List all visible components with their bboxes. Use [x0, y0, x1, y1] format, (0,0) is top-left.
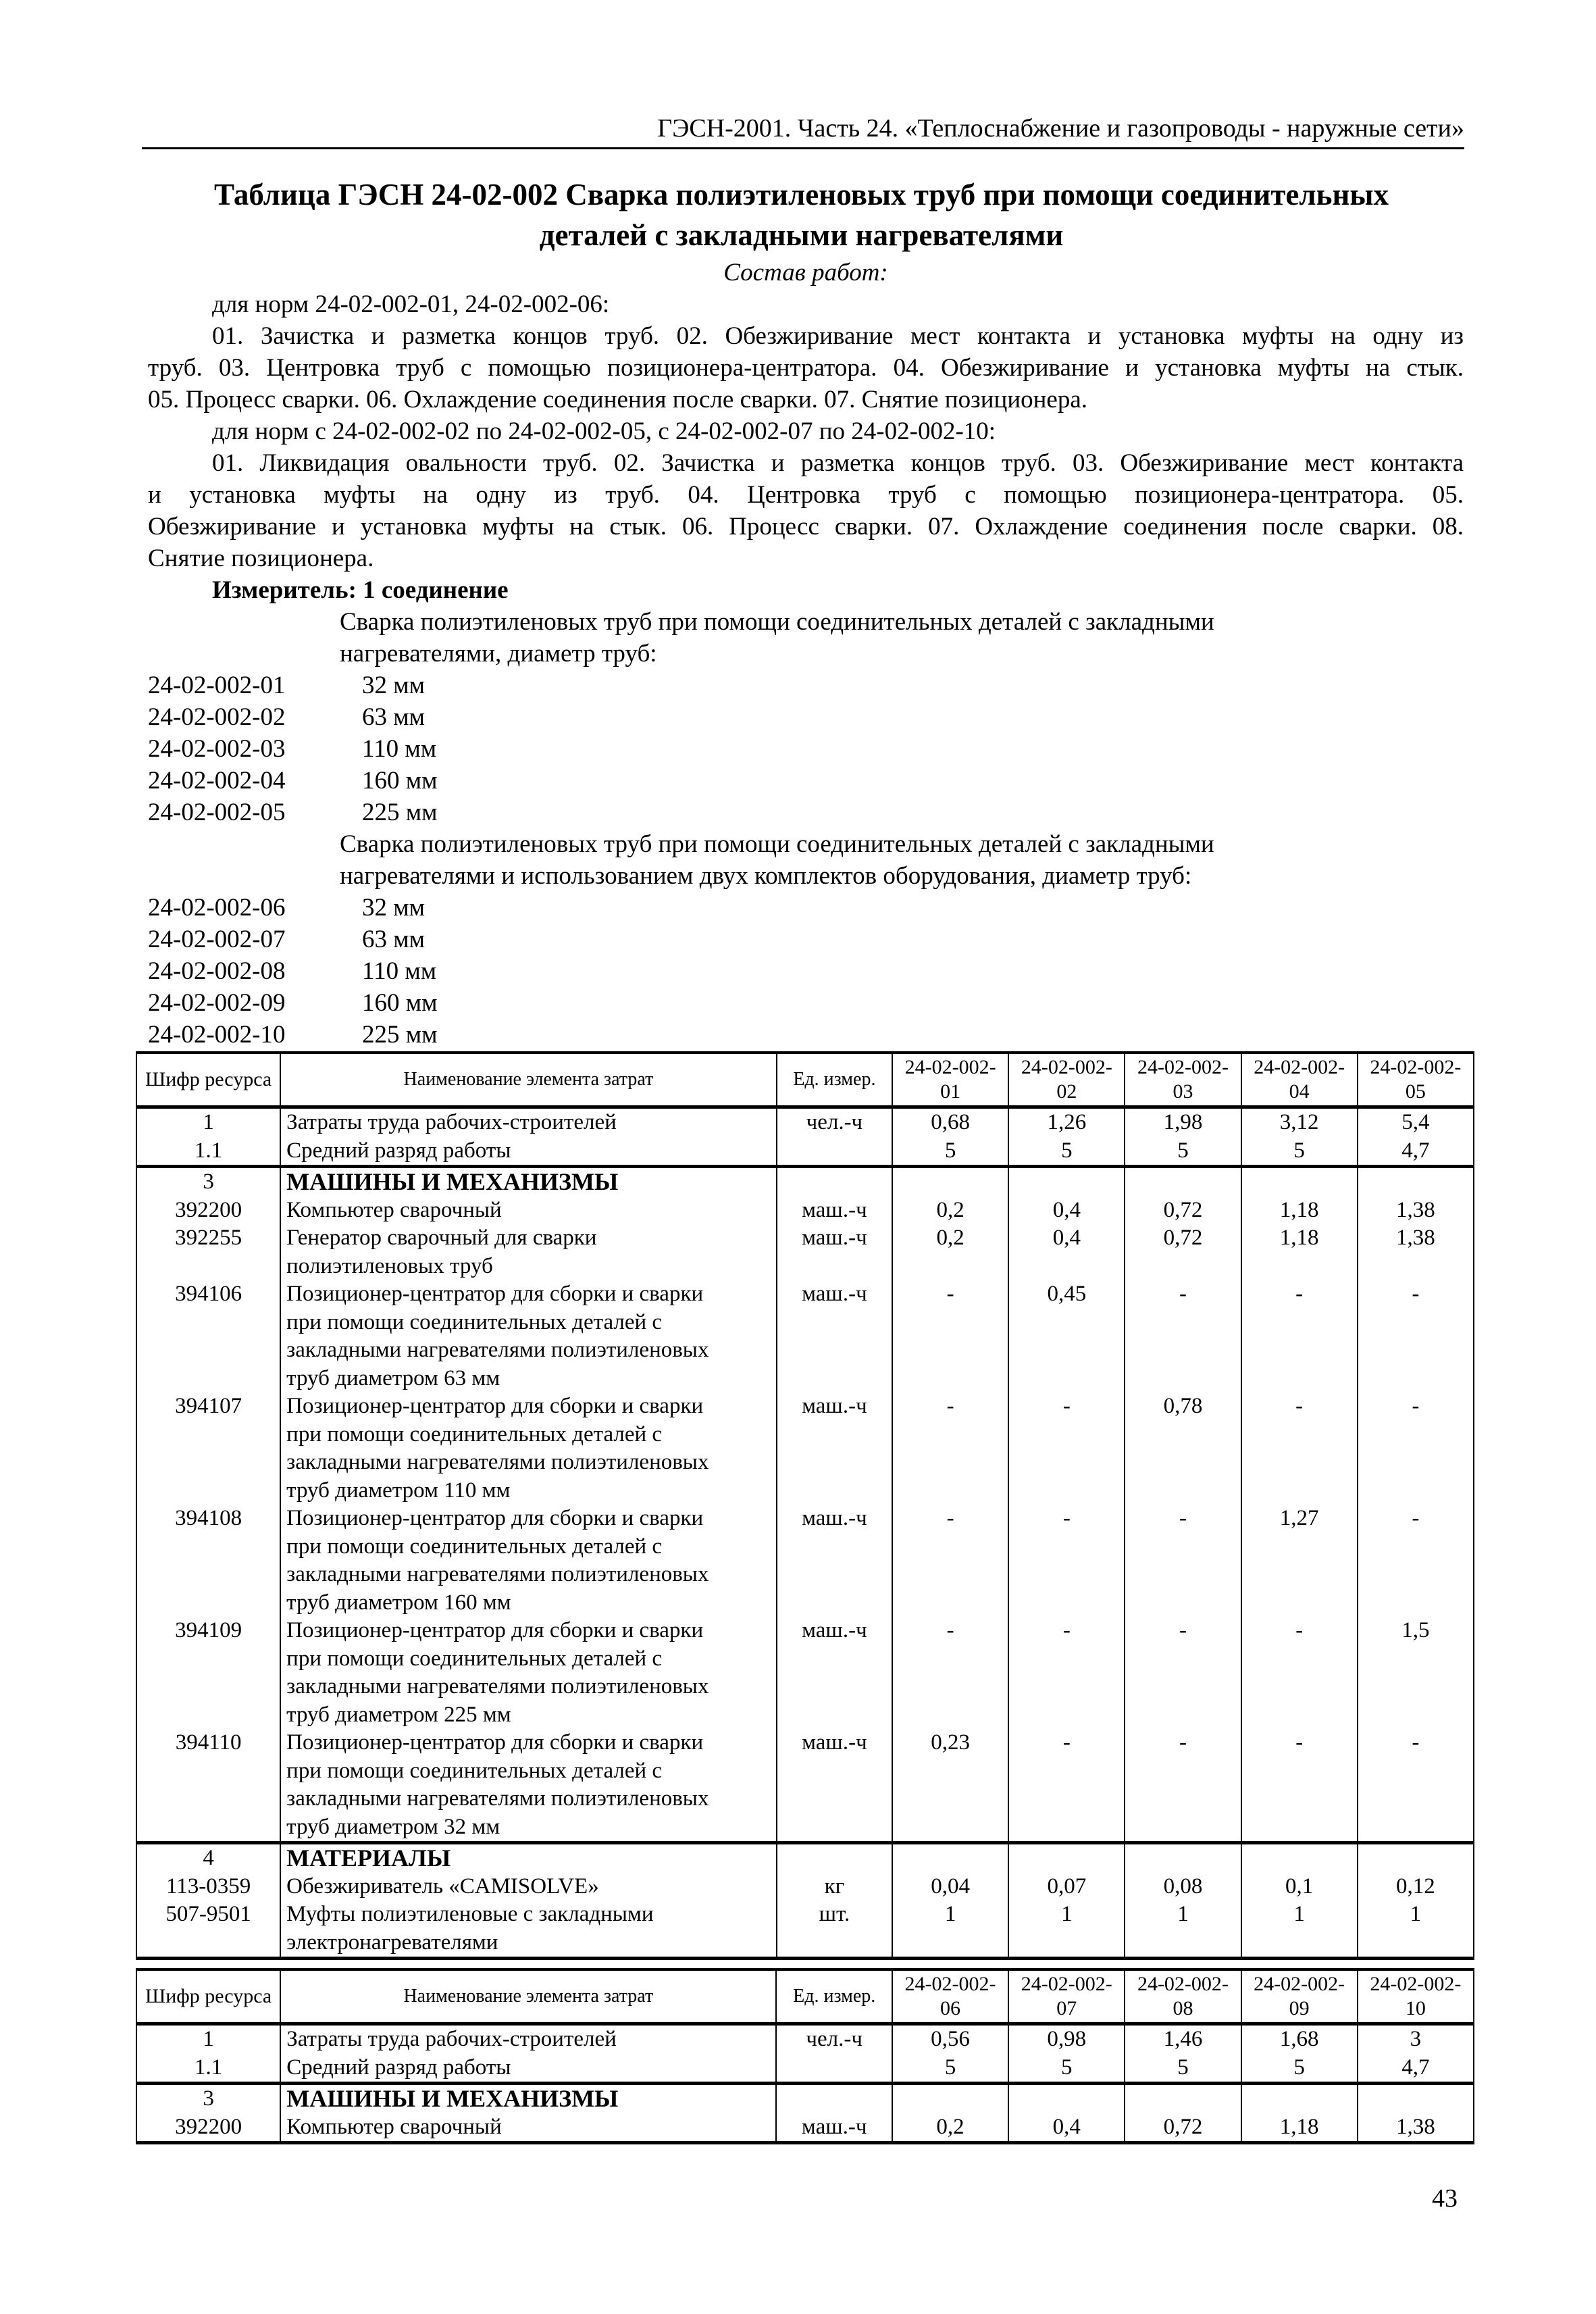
- table-header: [136, 1053, 1474, 1107]
- norm-code: 24-02-002-10: [148, 1021, 286, 1049]
- page-title: [135, 174, 1468, 255]
- table-row: [136, 1107, 1474, 1137]
- header-norm-code: 24-02-002-03: [1125, 1053, 1241, 1107]
- resource-name: Позиционер-центратор для сборки и сварки при помощи соединительных деталей с закладными нагревателями полиэтиленовых труб диаметром 110 мм: [280, 1392, 777, 1505]
- pipe-diameter: 110 мм: [362, 735, 437, 763]
- resource-value: 0,2: [892, 1224, 1008, 1280]
- header-norm-code: 24-02-002-09: [1241, 1969, 1358, 2024]
- table-row: [136, 2084, 1474, 2113]
- resource-name: Муфты полиэтиленовые с закладными электронагревателями: [280, 1901, 777, 1959]
- resource-value: 1: [892, 1901, 1008, 1959]
- norm-code: 24-02-002-04: [148, 767, 286, 795]
- group-1-description: [148, 606, 1464, 670]
- resource-unit: [777, 1137, 892, 1167]
- resource-value: [1125, 1843, 1241, 1873]
- resource-value: 1: [1008, 1901, 1125, 1959]
- resource-name: МАШИНЫ И МЕХАНИЗМЫ: [280, 2084, 776, 2113]
- resource-value: 0,4: [1008, 2113, 1125, 2143]
- table-row: [136, 1901, 1474, 1959]
- header-row: [136, 1053, 1474, 1107]
- list-item: [148, 733, 1464, 765]
- text-line: Обезжиривание и установка муфты на стык. 06. Процесс сварки. 07. Охлаждение соединения после сварки. 08.: [148, 513, 1464, 540]
- list-item: [148, 1019, 1464, 1051]
- resource-unit: маш.-ч: [777, 1280, 892, 1392]
- resource-code: 392200: [136, 1197, 280, 1225]
- norm-code: 24-02-002-05: [148, 799, 286, 826]
- resource-unit: [777, 1843, 892, 1873]
- page-number: 43: [1432, 2184, 1458, 2213]
- resource-value: 0,56: [892, 2024, 1008, 2054]
- resource-code: 1: [136, 1107, 280, 1137]
- desc-line: Сварка полиэтиленовых труб при помощи соединительных деталей с закладными: [340, 608, 1214, 636]
- resource-name: Позиционер-центратор для сборки и сварки при помощи соединительных деталей с закладными нагревателями полиэтиленовых труб диаметром 160 мм: [280, 1505, 777, 1617]
- resource-unit: шт.: [777, 1901, 892, 1959]
- resource-value: [1241, 1843, 1358, 1873]
- resource-code: 1: [136, 2024, 280, 2054]
- resource-name: Затраты труда рабочих-строителей: [280, 1107, 777, 1137]
- resource-value: [1008, 1167, 1125, 1197]
- resource-value: -: [1241, 1392, 1358, 1505]
- resource-value: 1: [1241, 1901, 1358, 1959]
- table-row: [136, 1873, 1474, 1901]
- resource-unit: маш.-ч: [777, 1392, 892, 1505]
- resource-name: Средний разряд работы: [280, 1137, 777, 1167]
- resource-group: [136, 2024, 1474, 2084]
- meter: Измеритель: 1 соединение: [212, 576, 509, 604]
- resource-code: 1.1: [136, 2054, 280, 2084]
- resource-code: 113-0359: [136, 1873, 280, 1901]
- header-norm-code: 24-02-002-10: [1358, 1969, 1474, 2024]
- pipe-diameter: 110 мм: [362, 957, 437, 985]
- text-line: Снятие позиционера.: [148, 545, 374, 572]
- resource-value: [892, 1167, 1008, 1197]
- norm-code: 24-02-002-02: [148, 703, 286, 731]
- resource-value: -: [1125, 1617, 1241, 1729]
- resource-value: [1358, 1843, 1474, 1873]
- resource-value: -: [1125, 1729, 1241, 1843]
- resource-code: 1.1: [136, 1137, 280, 1167]
- resource-code: 4: [136, 1843, 280, 1873]
- text-line: 01. Ликвидация овальности труб. 02. Зачистка и разметка концов труб. 03. Обезжиривание мест контакта: [212, 449, 1464, 477]
- resource-value: 0,4: [1008, 1224, 1125, 1280]
- resource-group: [136, 1107, 1474, 1167]
- header-code: Шифр ресурса: [136, 1053, 280, 1107]
- list-item: [148, 955, 1464, 987]
- resource-unit: маш.-ч: [777, 1224, 892, 1280]
- resource-value: 0,12: [1358, 1873, 1474, 1901]
- resource-unit: чел.-ч: [777, 1107, 892, 1137]
- resource-value: 1,68: [1241, 2024, 1358, 2054]
- header-norm-code: 24-02-002-04: [1241, 1053, 1358, 1107]
- resource-value: 5,4: [1358, 1107, 1474, 1137]
- header-norm-code: 24-02-002-01: [892, 1053, 1008, 1107]
- norm-code: 24-02-002-03: [148, 735, 286, 763]
- resource-unit: маш.-ч: [777, 1197, 892, 1225]
- resource-name: Генератор сварочный для сварки полиэтиленовых труб: [280, 1224, 777, 1280]
- list-item: [148, 987, 1464, 1019]
- resource-value: 5: [892, 2054, 1008, 2084]
- list-item: [148, 924, 1464, 955]
- resource-value: -: [1358, 1392, 1474, 1505]
- resource-value: 0,2: [892, 1197, 1008, 1225]
- resource-value: -: [1358, 1729, 1474, 1843]
- resource-value: -: [1241, 1617, 1358, 1729]
- resource-value: 1,46: [1125, 2024, 1241, 2054]
- resource-unit: кг: [777, 1873, 892, 1901]
- resource-value: -: [1008, 1617, 1125, 1729]
- list-item: [148, 797, 1464, 828]
- title-line: деталей с закладными нагревателями: [539, 218, 1064, 252]
- resource-value: 4,7: [1358, 2054, 1474, 2084]
- resource-name: Позиционер-центратор для сборки и сварки при помощи соединительных деталей с закладными нагревателями полиэтиленовых труб диаметром 63 мм: [280, 1280, 777, 1392]
- resource-name: МАШИНЫ И МЕХАНИЗМЫ: [280, 1167, 777, 1197]
- resource-value: 0,72: [1125, 2113, 1241, 2143]
- header-name: Наименование элемента затрат: [280, 1969, 776, 2024]
- resource-value: 1,98: [1125, 1107, 1241, 1137]
- resource-value: [1241, 1167, 1358, 1197]
- resource-name: Компьютер сварочный: [280, 2113, 776, 2143]
- norms-1-label: для норм 24-02-002-01, 24-02-002-06:: [212, 291, 610, 318]
- resource-name: Средний разряд работы: [280, 2054, 776, 2084]
- resource-value: 0,72: [1125, 1224, 1241, 1280]
- resource-code: 392200: [136, 2113, 280, 2143]
- text-line: 01. Зачистка и разметка концов труб. 02. Обезжиривание мест контакта и установка муфты на одну из: [212, 322, 1464, 350]
- table-header: [136, 1969, 1474, 2024]
- resource-code: 394110: [136, 1729, 280, 1843]
- resource-value: 0,72: [1125, 1197, 1241, 1225]
- norms-2-text: [148, 447, 1464, 574]
- resource-value: 1,27: [1241, 1505, 1358, 1617]
- norm-code: 24-02-002-07: [148, 926, 286, 953]
- resource-value: 0,04: [892, 1873, 1008, 1901]
- resource-code: 394109: [136, 1617, 280, 1729]
- running-header: ГЭСН-2001. Часть 24. «Теплоснабжение и газопроводы - наружные сети»: [142, 114, 1464, 149]
- group-2-list: [148, 892, 1464, 1051]
- table-row: [136, 1137, 1474, 1167]
- pipe-diameter: 32 мм: [362, 672, 426, 699]
- header-row: [136, 1969, 1474, 2024]
- pipe-diameter: 63 мм: [362, 926, 426, 953]
- resource-value: -: [1125, 1280, 1241, 1392]
- desc-line: нагревателями, диаметр труб:: [340, 640, 657, 668]
- resource-group: [136, 1167, 1474, 1843]
- resource-value: [1125, 2084, 1241, 2113]
- resource-unit: маш.-ч: [777, 1505, 892, 1617]
- resource-value: -: [892, 1280, 1008, 1392]
- resource-value: -: [892, 1617, 1008, 1729]
- resource-value: -: [1358, 1505, 1474, 1617]
- resource-code: 3: [136, 2084, 280, 2113]
- resource-value: 0,23: [892, 1729, 1008, 1843]
- text-line: 05. Процесс сварки. 06. Охлаждение соединения после сварки. 07. Снятие позиционера.: [148, 386, 1088, 413]
- table-row: [136, 2024, 1474, 2054]
- resource-value: 1,18: [1241, 2113, 1358, 2143]
- table-row: [136, 1280, 1474, 1392]
- resource-name: Позиционер-центратор для сборки и сварки при помощи соединительных деталей с закладными нагревателями полиэтиленовых труб диаметром 32 мм: [280, 1729, 777, 1843]
- resource-value: -: [1008, 1392, 1125, 1505]
- resource-value: 1,38: [1358, 1197, 1474, 1225]
- resource-value: [1008, 1843, 1125, 1873]
- resource-unit: [776, 2054, 892, 2084]
- header-name: Наименование элемента затрат: [280, 1053, 777, 1107]
- text-line: труб. 03. Центровка труб с помощью позиционера-центратора. 04. Обезжиривание и установка муфты на стык.: [148, 354, 1464, 382]
- pipe-diameter: 63 мм: [362, 703, 426, 731]
- resource-value: 5: [1008, 1137, 1125, 1167]
- list-item: [148, 670, 1464, 701]
- resource-value: 5: [1125, 1137, 1241, 1167]
- title-line: Таблица ГЭСН 24-02-002 Сварка полиэтиленовых труб при помощи соединительных: [213, 178, 1389, 211]
- resource-name: МАТЕРИАЛЫ: [280, 1843, 777, 1873]
- resource-unit: [777, 1167, 892, 1197]
- table-row: [136, 1505, 1474, 1617]
- resource-name: Позиционер-центратор для сборки и сварки при помощи соединительных деталей с закладными нагревателями полиэтиленовых труб диаметром 225 мм: [280, 1617, 777, 1729]
- resource-value: 0,4: [1008, 1197, 1125, 1225]
- resource-value: [1008, 2084, 1125, 2113]
- resource-value: 0,08: [1125, 1873, 1241, 1901]
- resource-value: 1: [1358, 1901, 1474, 1959]
- pipe-diameter: 225 мм: [362, 1021, 438, 1049]
- header-norm-code: 24-02-002-08: [1125, 1969, 1241, 2024]
- resource-code: 3: [136, 1167, 280, 1197]
- resource-value: [1125, 1167, 1241, 1197]
- resource-value: -: [1008, 1505, 1125, 1617]
- table-row: [136, 1197, 1474, 1225]
- list-item: [148, 701, 1464, 733]
- resource-value: 0,98: [1008, 2024, 1125, 2054]
- pipe-diameter: 32 мм: [362, 894, 426, 922]
- table-row: [136, 1729, 1474, 1843]
- resource-value: -: [892, 1505, 1008, 1617]
- resource-value: 1,38: [1358, 2113, 1474, 2143]
- resource-value: -: [1241, 1280, 1358, 1392]
- resource-value: 5: [1241, 1137, 1358, 1167]
- resource-value: [1241, 2084, 1358, 2113]
- pipe-diameter: 160 мм: [362, 989, 438, 1017]
- table-row: [136, 1392, 1474, 1505]
- resource-value: 1,18: [1241, 1197, 1358, 1225]
- resource-group: [136, 2084, 1474, 2143]
- resource-name: Обезжириватель «CAMISOLVE»: [280, 1873, 777, 1901]
- header-norm-code: 24-02-002-06: [892, 1969, 1008, 2024]
- resource-value: 0,45: [1008, 1280, 1125, 1392]
- group-1-list: [148, 670, 1464, 828]
- desc-line: нагревателями и использованием двух комплектов оборудования, диаметр труб:: [340, 862, 1192, 890]
- header-norm-code: 24-02-002-07: [1008, 1969, 1125, 2024]
- resource-value: 4,7: [1358, 1137, 1474, 1167]
- resource-name: Компьютер сварочный: [280, 1197, 777, 1225]
- resource-value: 0,78: [1125, 1392, 1241, 1505]
- resource-value: 3,12: [1241, 1107, 1358, 1137]
- list-item: [148, 892, 1464, 924]
- header-norm-code: 24-02-002-02: [1008, 1053, 1125, 1107]
- resource-value: -: [892, 1392, 1008, 1505]
- resource-unit: чел.-ч: [776, 2024, 892, 2054]
- resource-table-1: [136, 1051, 1474, 1960]
- text-line: и установка муфты на одну из труб. 04. Центровка труб с помощью позиционера-центратора. 05.: [148, 481, 1464, 509]
- resource-value: 1,26: [1008, 1107, 1125, 1137]
- resource-value: 3: [1358, 2024, 1474, 2054]
- table-row: [136, 2054, 1474, 2084]
- table-row: [136, 1224, 1474, 1280]
- list-item: [148, 765, 1464, 797]
- document-body: [148, 257, 1464, 1051]
- resource-value: 1,38: [1358, 1224, 1474, 1280]
- header-code: Шифр ресурса: [136, 1969, 280, 2024]
- resource-value: 1,5: [1358, 1617, 1474, 1729]
- resource-value: 0,68: [892, 1107, 1008, 1137]
- resource-code: 507-9501: [136, 1901, 280, 1959]
- pipe-diameter: 160 мм: [362, 767, 438, 795]
- resource-unit: маш.-ч: [777, 1729, 892, 1843]
- resource-unit: [776, 2084, 892, 2113]
- table-row: [136, 1617, 1474, 1729]
- resource-value: 0,07: [1008, 1873, 1125, 1901]
- resource-unit: маш.-ч: [776, 2113, 892, 2143]
- pipe-diameter: 225 мм: [362, 799, 438, 826]
- resource-value: 0,1: [1241, 1873, 1358, 1901]
- table-row: [136, 1843, 1474, 1873]
- resource-table-2: [136, 1968, 1474, 2144]
- header-norm-code: 24-02-002-05: [1358, 1053, 1474, 1107]
- resource-code: 394108: [136, 1505, 280, 1617]
- resource-value: -: [1241, 1729, 1358, 1843]
- resource-code: 394106: [136, 1280, 280, 1392]
- desc-line: Сварка полиэтиленовых труб при помощи соединительных деталей с закладными: [340, 830, 1214, 858]
- resource-value: -: [1125, 1505, 1241, 1617]
- resource-value: 1: [1125, 1901, 1241, 1959]
- resource-value: [1358, 2084, 1474, 2113]
- resource-group: [136, 1843, 1474, 1959]
- norm-code: 24-02-002-09: [148, 989, 286, 1017]
- norms-2-label: для норм с 24-02-002-02 по 24-02-002-05, с 24-02-002-07 по 24-02-002-10:: [212, 418, 996, 445]
- resource-code: 394107: [136, 1392, 280, 1505]
- resource-value: 1,18: [1241, 1224, 1358, 1280]
- resource-value: 5: [1008, 2054, 1125, 2084]
- resource-value: 0,2: [892, 2113, 1008, 2143]
- resource-value: -: [1358, 1280, 1474, 1392]
- resource-value: [892, 2084, 1008, 2113]
- norm-code: 24-02-002-01: [148, 672, 286, 699]
- resource-value: 5: [1241, 2054, 1358, 2084]
- resource-value: -: [1008, 1729, 1125, 1843]
- group-2-description: [148, 828, 1464, 892]
- table-row: [136, 2113, 1474, 2143]
- norm-code: 24-02-002-06: [148, 894, 286, 922]
- norm-code: 24-02-002-08: [148, 957, 286, 985]
- resource-name: Затраты труда рабочих-строителей: [280, 2024, 776, 2054]
- resource-value: [1358, 1167, 1474, 1197]
- resource-code: 392255: [136, 1224, 280, 1280]
- resource-value: 5: [1125, 2054, 1241, 2084]
- norms-1-text: [148, 320, 1464, 416]
- table-row: [136, 1167, 1474, 1197]
- resource-value: [892, 1843, 1008, 1873]
- header-unit: Ед. измер.: [776, 1969, 892, 2024]
- resource-unit: маш.-ч: [777, 1617, 892, 1729]
- resource-value: 5: [892, 1137, 1008, 1167]
- header-unit: Ед. измер.: [777, 1053, 892, 1107]
- work-composition-heading: Состав работ:: [723, 259, 888, 286]
